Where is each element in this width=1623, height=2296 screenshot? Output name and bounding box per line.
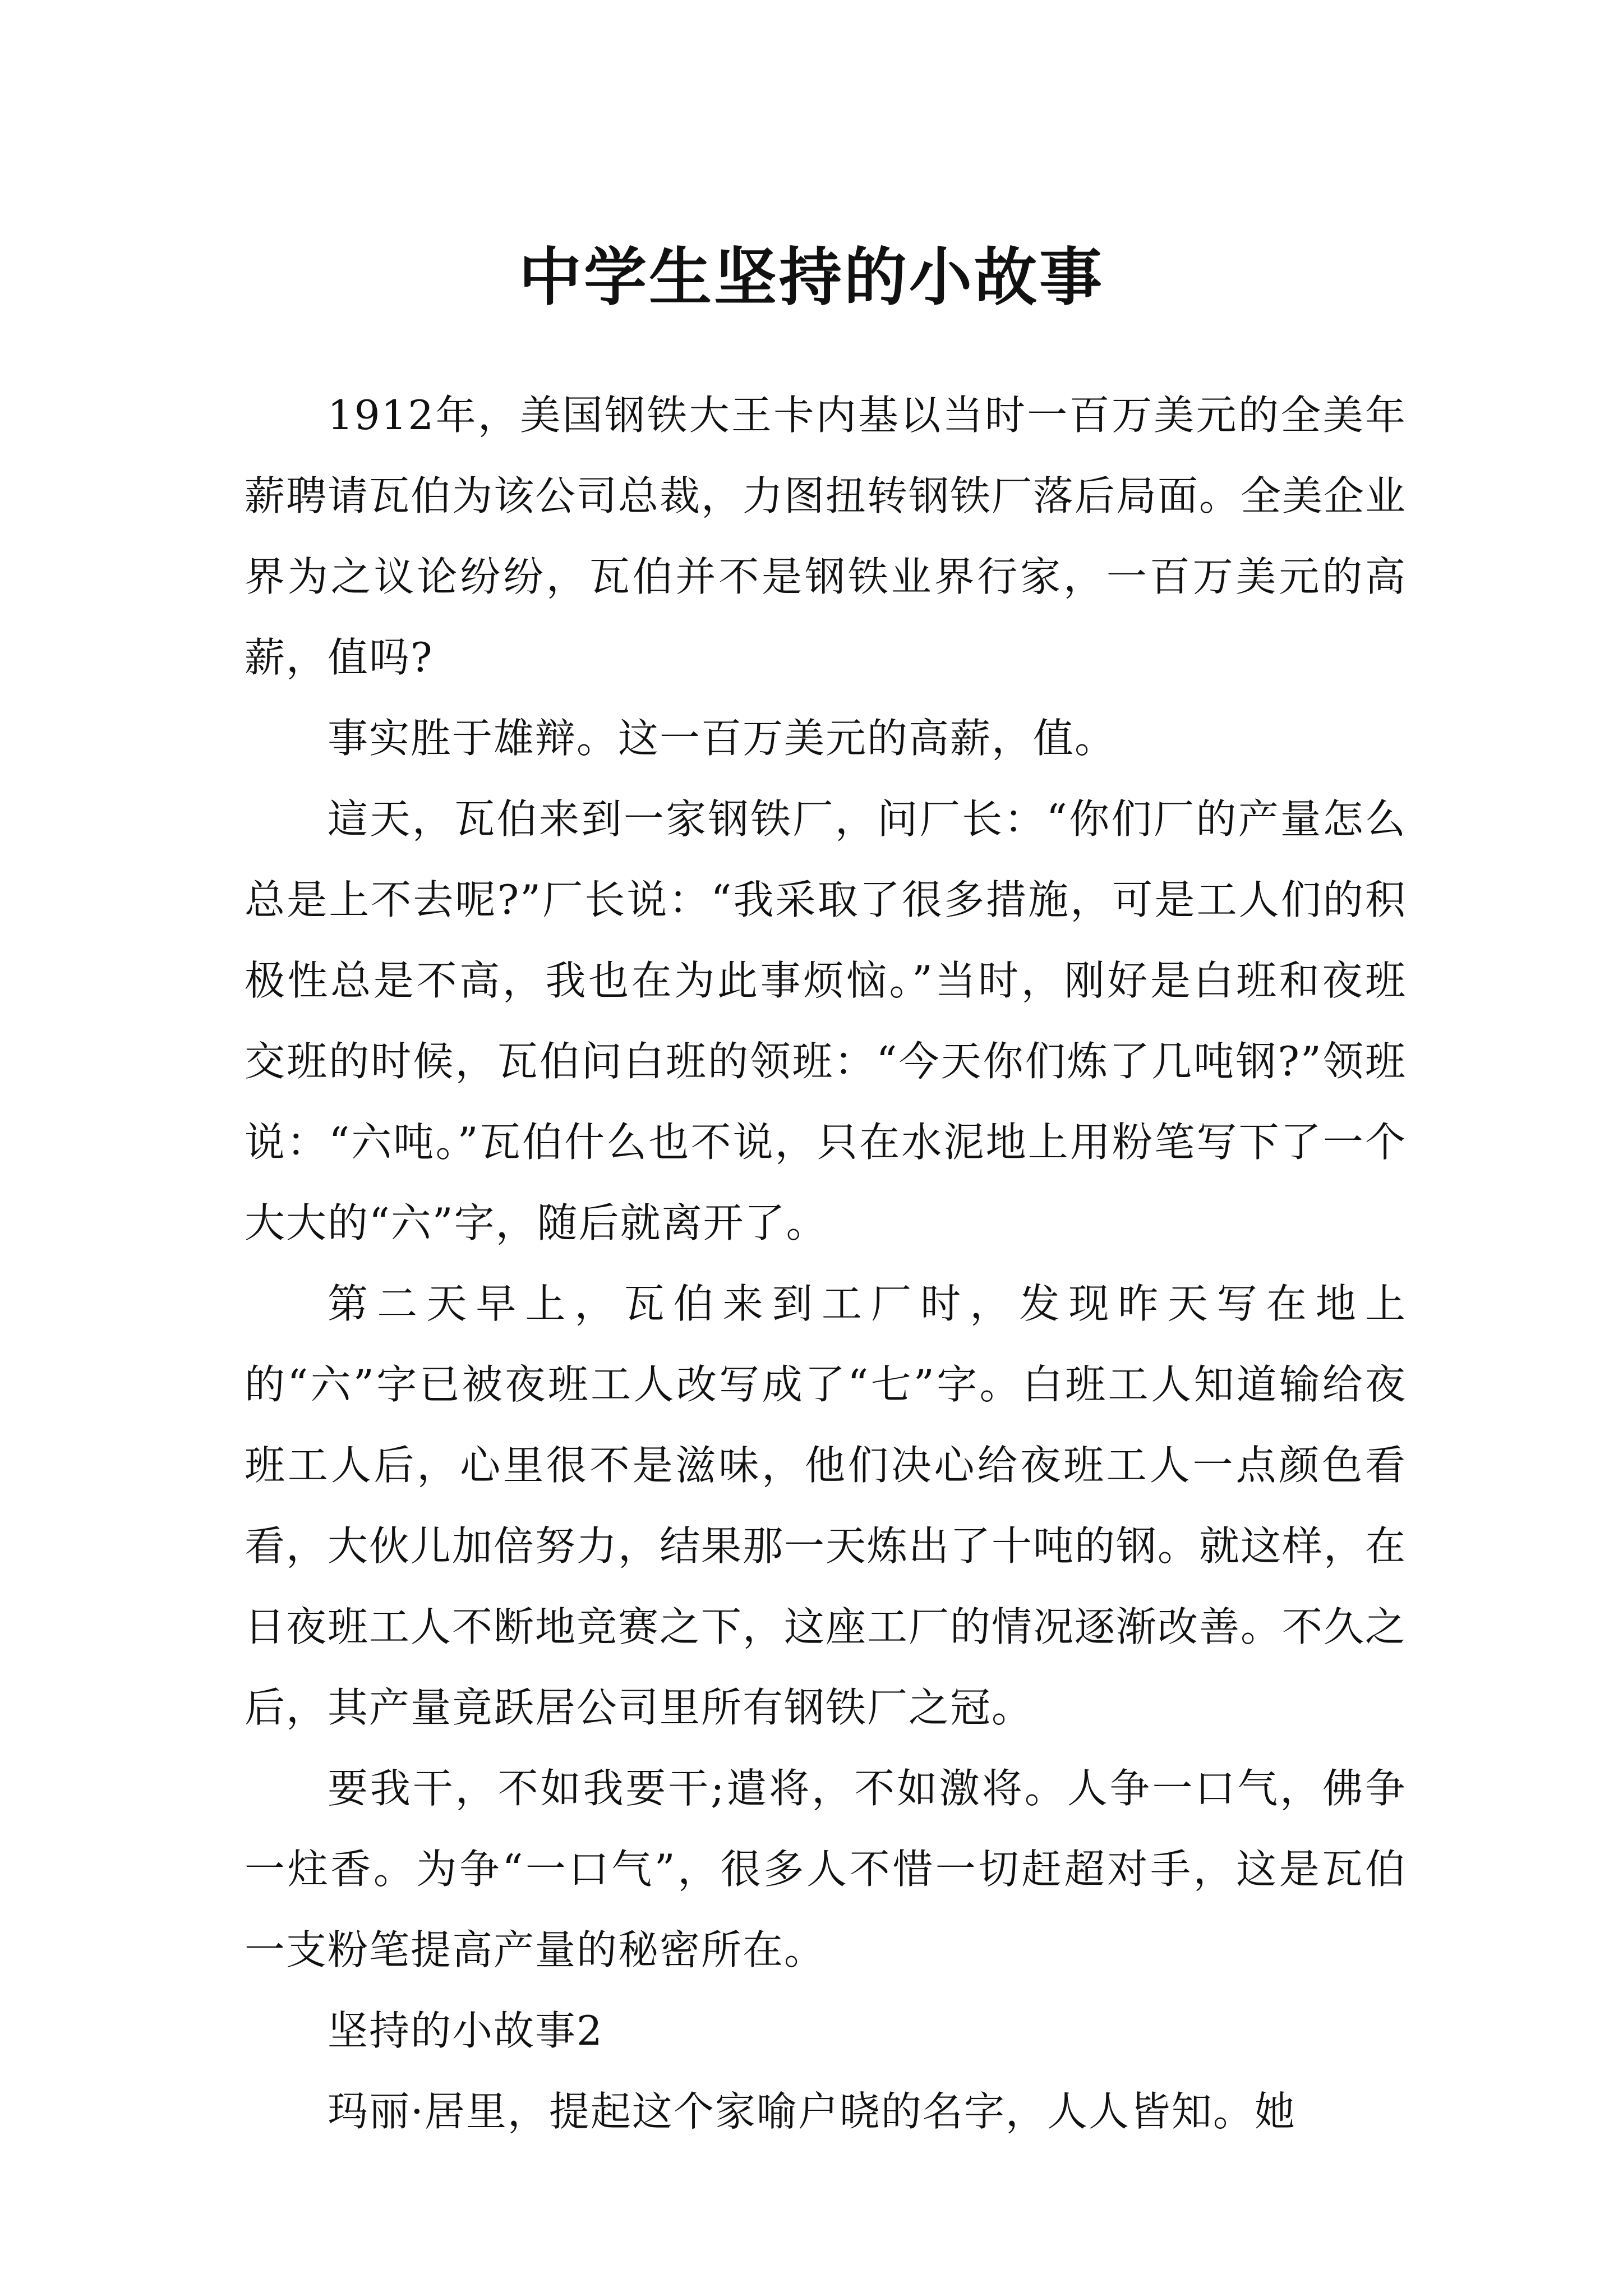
document-title: 中学生坚持的小故事 (519, 241, 1104, 315)
paragraph-2: 事实胜于雄辩。这一百万美元的高薪，值。 (328, 715, 1117, 762)
paragraph-4: 第二天早上，瓦伯来到工厂时，发现昨天写在地上的“六”字已被夜班工人改写成了“七”字。白班工人知道输给夜班工人后，心里很不是滋味，他们决心给夜班工人一点颜色看看，大伙儿加倍努力，结果那一天炼出了十吨的钢。就这样，在日夜班工人不断地竞赛之下，这座工厂的情况逐渐改善。不久之后，其产量竟跃居公司里所有钢铁厂之冠。 (245, 1280, 1407, 1731)
section-heading: 坚持的小故事2 (328, 2007, 603, 2054)
paragraph-3: 這天，瓦伯来到一家钢铁厂，问厂长：“你们厂的产量怎么总是上不去呢?”厂长说：“我采取了很多措施，可是工人们的积极性总是不高，我也在为此事烦恼。”当时，刚好是白班和夜班交班的时候，瓦伯问白班的领班：“今天你们炼了几吨钢?”领班说：“六吨。”瓦伯什么也不说，只在水泥地上用粉笔写下了一个大大的“六”字，随后就离开了。 (245, 795, 1407, 1246)
paragraph-6: 玛丽·居里，提起这个家喻户晓的名字，人人皆知。她 (328, 2088, 1296, 2135)
paragraph-1: 1912年，美国钢铁大王卡内基以当时一百万美元的全美年薪聘请瓦伯为该公司总裁，力图扭转钢铁厂落后局面。全美企业界为之议论纷纷，瓦伯并不是钢铁业界行家，一百万美元的高薪，值吗? (245, 392, 1407, 681)
paragraph-5: 要我干，不如我要干;遣将，不如激将。人争一口气，佛争一炷香。为争“一口气”，很多人不惜一切赶超对手，这是瓦伯一支粉笔提高产量的秘密所在。 (245, 1765, 1407, 1973)
document-body (245, 375, 1407, 2152)
